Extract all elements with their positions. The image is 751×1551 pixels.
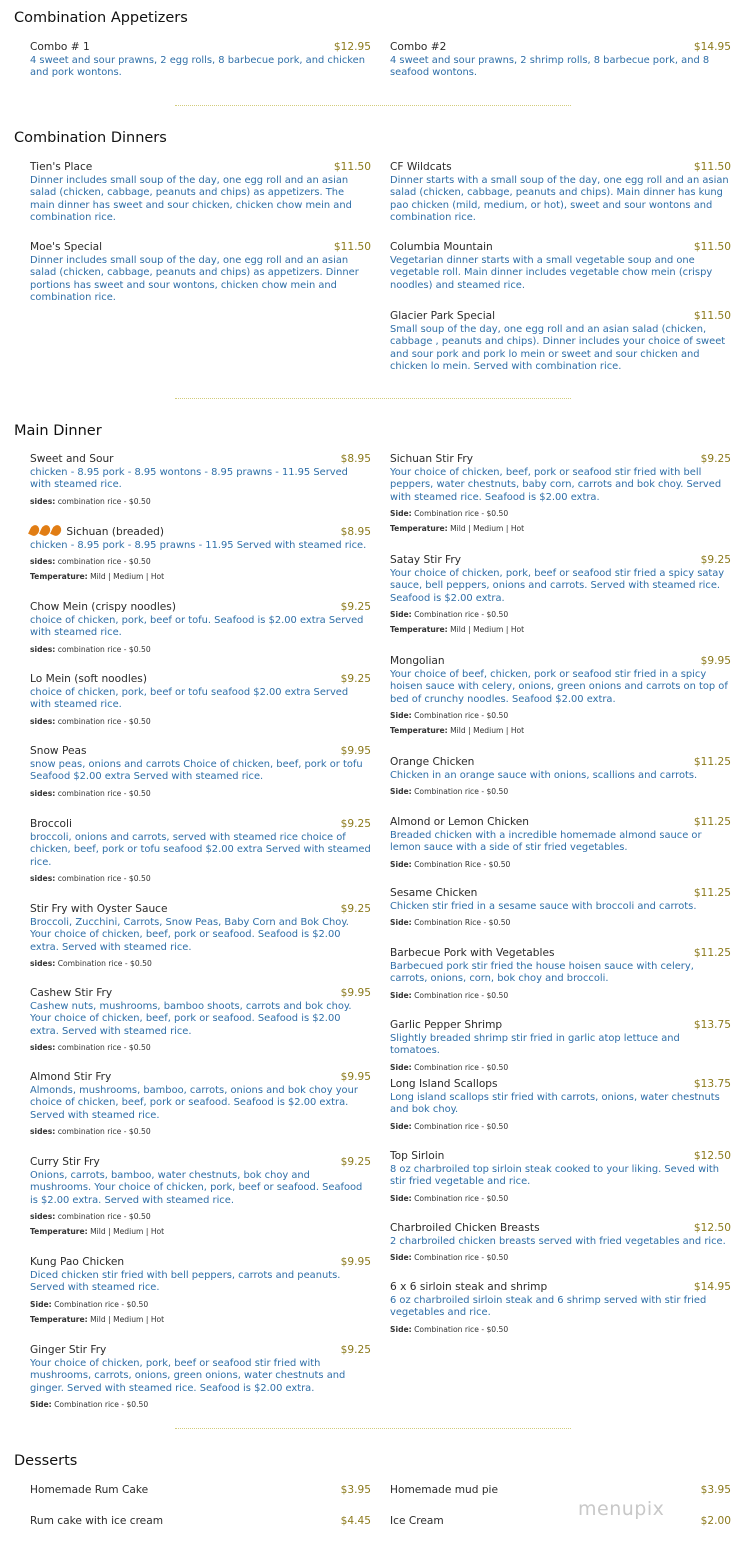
item-sides: sides: combination rice - $0.50 [30, 1127, 151, 1137]
item-description: 4 sweet and sour prawns, 2 shrimp rolls, 8 barbecue pork, and 8 seafood wontons. [390, 55, 710, 79]
menu-item [390, 1281, 731, 1335]
menu-item [390, 1150, 731, 1204]
item-name: CF Wildcats [390, 161, 452, 173]
section-divider [175, 105, 571, 106]
menu-item [390, 161, 731, 225]
item-description: chicken - 8.95 pork - 8.95 prawns - 11.95 Served with steamed rice. [30, 540, 367, 551]
menu-item [390, 1515, 731, 1527]
item-price: $12.95 [333, 41, 371, 53]
item-price: $4.45 [340, 1515, 371, 1527]
menu-item [390, 1019, 731, 1073]
menu-item [30, 525, 371, 582]
item-name: Broccoli [30, 818, 72, 830]
item-description: Almonds, mushrooms, bamboo, carrots, onions and bok choy your choice of chicken, beef, pork or seafood. Seafood is $2.00 extra. Served with steamed rice. [30, 1085, 358, 1121]
item-description: Diced chicken stir fried with bell peppers, carrots and peanuts. Served with steamed rice. [30, 1270, 341, 1294]
item-temperature: Temperature: Mild | Medium | Hot [390, 726, 525, 736]
item-name: Combo #2 [390, 41, 447, 53]
item-sides: sides: combination rice - $0.50 [30, 788, 151, 798]
menu-item [30, 1071, 371, 1137]
item-name: Cashew Stir Fry [30, 987, 113, 999]
item-description: Your choice of chicken, beef, pork or seafood stir fried with bell peppers, water chestnuts, baby corn, carrots and bok choy. Served with steamed rice. Seafood is $2.00 extra. [390, 467, 722, 503]
item-name: Lo Mein (soft noodles) [30, 673, 147, 685]
item-name: Ginger Stir Fry [30, 1344, 107, 1356]
item-temperature: Temperature: Mild | Medium | Hot [30, 1227, 165, 1237]
menu-item [30, 1156, 371, 1237]
item-temperature: Temperature: Mild | Medium | Hot [30, 572, 165, 582]
item-sides: Side: Combination rice - $0.50 [30, 1400, 149, 1410]
item-price: $11.25 [693, 887, 731, 899]
item-sides: sides: combination rice - $0.50 [30, 874, 151, 884]
item-price: $8.95 [340, 453, 371, 465]
item-price: $11.50 [333, 241, 371, 253]
item-name: Barbecue Pork with Vegetables [390, 947, 555, 959]
item-description: Slightly breaded shrimp stir fried in garlic atop lettuce and tomatoes. [390, 1033, 680, 1057]
menu-item [390, 655, 731, 736]
item-description: Broccoli, Zucchini, Carrots, Snow Peas, Baby Corn and Bok Choy. Your choice of chicken, beef, pork or seafood. Seafood is $2.00 extra. Served with steamed rice. [30, 917, 349, 953]
menu-item [390, 887, 731, 928]
item-name: Curry Stir Fry [30, 1156, 100, 1168]
menu-item [390, 1484, 731, 1496]
item-description: snow peas, onions and carrots Choice of chicken, beef, pork or tofu Seafood $2.00 extra Served with steamed rice. [30, 759, 363, 783]
item-name: Tien's Place [30, 161, 93, 173]
item-price: $2.00 [700, 1515, 731, 1527]
item-name: Glacier Park Special [390, 310, 496, 322]
section-title-combination-dinners: Combination Dinners [14, 130, 167, 146]
item-name: Sichuan Stir Fry [390, 453, 473, 465]
item-description: Barbecued pork stir fried the house hoisen sauce with celery, carrots, onions, corn, bok choy and broccoli. [390, 961, 694, 985]
menu-item [30, 903, 371, 969]
item-price: $3.95 [340, 1484, 371, 1496]
item-sides: sides: combination rice - $0.50 [30, 1212, 151, 1222]
menu-item [30, 41, 371, 80]
item-sides: sides: combination rice - $0.50 [30, 644, 151, 654]
menu-item [30, 601, 371, 655]
item-price: $12.50 [693, 1150, 731, 1162]
item-sides: Side: Combination rice - $0.50 [390, 610, 509, 620]
menu-item [30, 818, 371, 884]
item-description: Dinner includes small soup of the day, one egg roll and an asian salad (chicken, cabbage, peanuts and chips) as appetizers. Dinner portions has sweet and sour wontons, chicken chow mein and combination rice. [30, 255, 359, 304]
menu-item [30, 1515, 371, 1527]
item-name: Chow Mein (crispy noodles) [30, 601, 176, 613]
item-description: Your choice of beef, chicken, pork or seafood stir fried in a spicy hoisen sauce with celery, onions, green onions and carrots on top of bed of crunchy noodles. Seafood $2.00 extra. [390, 669, 728, 705]
item-sides: Side: Combination rice - $0.50 [390, 787, 509, 797]
item-price: $11.25 [693, 816, 731, 828]
pepper-icon [39, 524, 52, 538]
item-description: 8 oz charbroiled top sirloin steak cooked to your liking. Seved with stir fried vegetable and rice. [390, 1164, 720, 1188]
section-title-appetizers: Combination Appetizers [14, 10, 188, 26]
item-sides: Side: Combination rice - $0.50 [390, 1324, 509, 1334]
item-temperature: Temperature: Mild | Medium | Hot [30, 1314, 165, 1324]
item-name: Mongolian [390, 655, 445, 667]
item-description: Vegetarian dinner starts with a small vegetable soup and one vegetable roll. Main dinner includes vegetable chow mein (crispy noodles) and steamed rice. [390, 255, 713, 291]
item-sides: Side: Combination rice - $0.50 [390, 1253, 509, 1263]
item-name: Sweet and Sour [30, 453, 114, 465]
item-description: Chicken in an orange sauce with onions, scallions and carrots. [390, 770, 698, 781]
item-price: $9.25 [340, 1344, 371, 1356]
item-price: $3.95 [700, 1484, 731, 1496]
menu-item [390, 816, 731, 870]
menu-item [30, 987, 371, 1053]
item-name: 6 x 6 sirloin steak and shrimp [390, 1281, 548, 1293]
item-description: Dinner includes small soup of the day, one egg roll and an asian salad (chicken, cabbage, peanuts and chips) as appetizers. The main dinner has sweet and sour chicken, chicken chow mein and combination rice. [30, 175, 352, 224]
item-description: Long island scallops stir fried with carrots, onions, water chestnuts and bok choy. [390, 1092, 720, 1116]
item-description: 6 oz charbroiled sirloin steak and 6 shrimp served with stir fried vegetables and rice. [390, 1295, 707, 1319]
item-description: Chicken stir fried in a sesame sauce with broccoli and carrots. [390, 901, 697, 912]
item-price: $9.25 [340, 903, 371, 915]
item-description: Cashew nuts, mushrooms, bamboo shoots, carrots and bok choy. Your choice of chicken, beef, pork or seafood. Seafood is $2.00 extra. Served with steamed rice. [30, 1001, 352, 1037]
menu-item [30, 453, 371, 507]
item-name: Moe's Special [30, 241, 103, 253]
item-description: Breaded chicken with a incredible homemade almond sauce or lemon sauce with a side of stir fried vegetables. [390, 830, 702, 854]
item-sides: Side: Combination rice - $0.50 [390, 1193, 509, 1203]
item-price: $9.95 [700, 655, 731, 667]
item-name: Kung Pao Chicken [30, 1256, 125, 1268]
item-name: Satay Stir Fry [390, 554, 461, 566]
item-price: $8.95 [340, 526, 371, 538]
item-description: Your choice of chicken, pork, beef or seafood stir fried a spicy satay sauce, bell peppers, onions and carrots. Served with steamed rice. Seafood is $2.00 extra. [390, 568, 725, 604]
pepper-icon [28, 524, 41, 538]
menu-item [30, 1256, 371, 1325]
item-sides: Side: Combination Rice - $0.50 [390, 859, 511, 869]
item-price: $9.95 [340, 987, 371, 999]
item-description: Your choice of chicken, pork, beef or seafood stir fried with mushrooms, carrots, onions, green onions, water chestnuts and ginger. Served with steamed rice. Seafood is $2.00 extra. [30, 1358, 346, 1394]
item-sides: Side: Combination rice - $0.50 [390, 711, 509, 721]
item-price: $9.25 [340, 818, 371, 830]
item-price: $11.25 [693, 756, 731, 768]
item-price: $11.50 [693, 241, 731, 253]
item-price: $13.75 [693, 1078, 731, 1090]
item-name: Homemade mud pie [390, 1484, 499, 1496]
item-name: Ice Cream [390, 1515, 444, 1527]
item-price: $9.25 [340, 673, 371, 685]
item-name: Combo # 1 [30, 41, 90, 53]
item-temperature: Temperature: Mild | Medium | Hot [390, 625, 525, 635]
item-price: $12.50 [693, 1222, 731, 1234]
menu-item [390, 554, 731, 635]
item-description: Dinner starts with a small soup of the day, one egg roll and an asian salad (chicken, cabbage, peanuts and chips). Main dinner has kung pao chicken (mild, medium, or hot), sweet and sour wontons and combination rice. [390, 175, 729, 224]
item-name: Snow Peas [30, 745, 87, 757]
menu-item [390, 453, 731, 534]
item-description: 2 charbroiled chicken breasts served with fried vegetables and rice. [390, 1236, 726, 1247]
item-price: $9.25 [700, 453, 731, 465]
menu-item [30, 673, 371, 727]
item-name: Charbroiled Chicken Breasts [390, 1222, 540, 1234]
item-description: Onions, carrots, bamboo, water chestnuts, bok choy and mushrooms. Your choice of chicken, pork, beef or seafood. Seafood is $2.00 extra. Served with steamed rice. [30, 1170, 363, 1206]
item-sides: sides: Combination rice - $0.50 [30, 959, 152, 969]
item-name: Orange Chicken [390, 756, 475, 768]
item-name: Stir Fry with Oyster Sauce [30, 903, 168, 915]
item-description: choice of chicken, pork, beef or tofu seafood $2.00 extra Served with steamed rice. [30, 687, 349, 711]
item-name: Almond Stir Fry [30, 1071, 112, 1083]
item-price: $11.25 [693, 947, 731, 959]
menu-item [390, 41, 731, 80]
item-description: broccoli, onions and carrots, served with steamed rice choice of chicken, beef, pork or tofu seafood $2.00 extra Served with steamed rice. [30, 832, 371, 868]
section-divider [175, 1428, 571, 1429]
item-sides: sides: combination rice - $0.50 [30, 716, 151, 726]
menu-item [30, 1344, 371, 1410]
item-price: $9.25 [340, 601, 371, 613]
section-title-desserts: Desserts [14, 1453, 78, 1469]
item-sides: Side: Combination Rice - $0.50 [390, 918, 511, 928]
item-price: $9.25 [700, 554, 731, 566]
item-price: $11.50 [693, 161, 731, 173]
item-description: Small soup of the day, one egg roll and an asian salad (chicken, cabbage , peanuts and chips). Dinner includes your choice of sweet and sour pork and pork lo mein or sweet and sour chicken and chicken lo mein. Served with combination rice. [390, 324, 726, 373]
item-price: $11.50 [333, 161, 371, 173]
menu-item [30, 1484, 371, 1496]
item-price: $14.95 [693, 41, 731, 53]
item-sides: sides: combination rice - $0.50 [30, 1043, 151, 1053]
item-price: $9.95 [340, 1071, 371, 1083]
menupix-logo: menupix [578, 1498, 665, 1520]
menu-item [390, 756, 731, 797]
item-sides: sides: combination rice - $0.50 [30, 557, 151, 567]
pepper-icon [50, 524, 63, 538]
item-sides: Side: Combination rice - $0.50 [390, 1121, 509, 1131]
item-name: Sesame Chicken [390, 887, 478, 899]
item-name: Garlic Pepper Shrimp [390, 1019, 503, 1031]
item-description: 4 sweet and sour prawns, 2 egg rolls, 8 barbecue pork, and chicken and pork wontons. [30, 55, 365, 79]
menu-item [30, 745, 371, 799]
item-temperature: Temperature: Mild | Medium | Hot [390, 524, 525, 534]
item-price: $13.75 [693, 1019, 731, 1031]
item-name: Sichuan (breaded) [30, 525, 164, 538]
item-name: Homemade Rum Cake [30, 1484, 149, 1496]
menu-item [390, 241, 731, 292]
item-name: Top Sirloin [390, 1150, 445, 1162]
item-name: Almond or Lemon Chicken [390, 816, 529, 828]
menu-item [30, 241, 371, 305]
item-sides: Side: Combination rice - $0.50 [390, 990, 509, 1000]
item-sides: sides: combination rice - $0.50 [30, 496, 151, 506]
item-price: $9.95 [340, 1256, 371, 1268]
item-price: $14.95 [693, 1281, 731, 1293]
item-price: $9.25 [340, 1156, 371, 1168]
menu-item [390, 310, 731, 374]
menu-item [30, 161, 371, 225]
item-name: Long Island Scallops [390, 1078, 498, 1090]
item-price: $9.95 [340, 745, 371, 757]
section-divider [175, 398, 571, 399]
section-title-main-dinner: Main Dinner [14, 423, 102, 439]
item-sides: Side: Combination rice - $0.50 [30, 1299, 149, 1309]
item-name: Rum cake with ice cream [30, 1515, 164, 1527]
menu-item [390, 1222, 731, 1263]
item-name: Columbia Mountain [390, 241, 493, 253]
menu-item [390, 1078, 731, 1132]
item-sides: Side: Combination rice - $0.50 [390, 1062, 509, 1072]
item-sides: Side: Combination rice - $0.50 [390, 509, 509, 519]
item-price: $11.50 [693, 310, 731, 322]
menu-item [390, 947, 731, 1001]
item-description: choice of chicken, pork, beef or tofu. Seafood is $2.00 extra Served with steamed rice. [30, 615, 364, 639]
item-description: chicken - 8.95 pork - 8.95 wontons - 8.95 prawns - 11.95 Served with steamed rice. [30, 467, 348, 491]
